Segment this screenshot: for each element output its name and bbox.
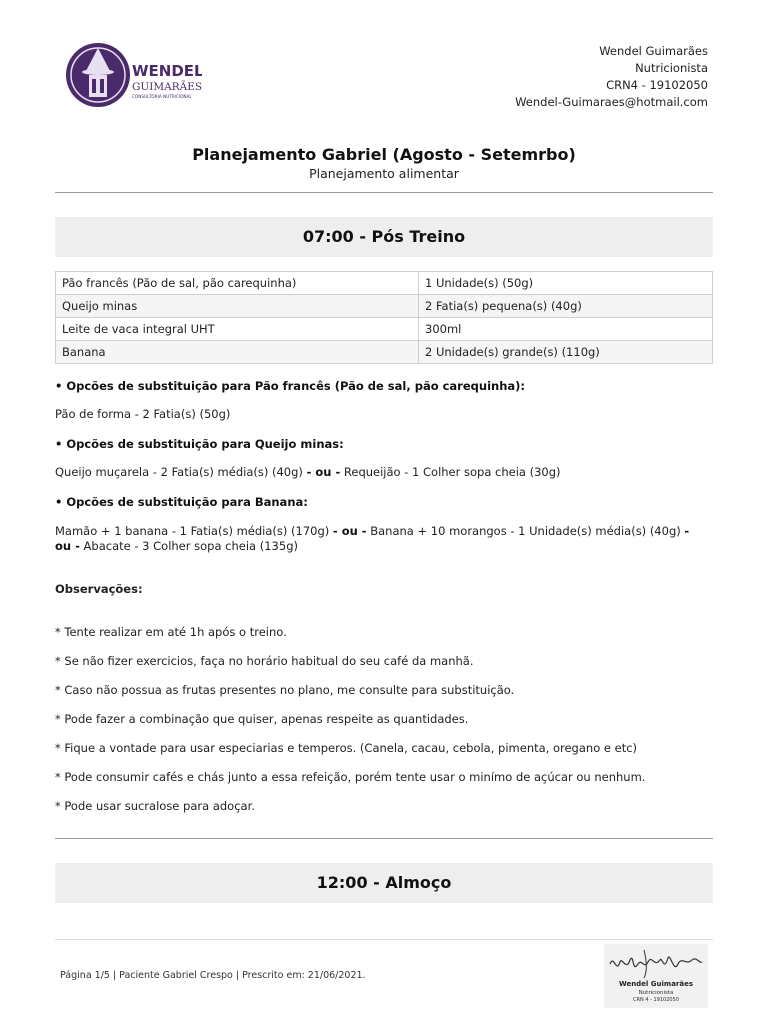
brand-logo — [62, 38, 202, 110]
observation-item: * Tente realizar em até 1h após o treino. — [55, 625, 287, 639]
observations-title-text: Observações: — [55, 582, 143, 596]
table-row — [56, 341, 713, 364]
substitution-option: Banana + 10 morangos - 1 Unidade(s) média(s) (40g) — [370, 524, 681, 538]
nutritionist-crn: CRN4 - 19102050 — [606, 78, 708, 92]
signature-icon — [604, 944, 708, 1008]
signature-crn: CRN 4 - 19102050 — [633, 997, 679, 1003]
observation-item: * Pode fazer a combinação que quiser, apenas respeite as quantidades. — [55, 712, 469, 726]
observation-item: * Pode consumir cafés e chás junto a essa refeição, porém tente usar o minímo de açúcar ou nenhum. — [55, 770, 646, 784]
substitution-heading-text: • Opcões de substituição para Queijo minas: — [55, 437, 344, 451]
meal-divider — [55, 838, 713, 839]
observation-item: * Caso não possua as frutas presentes no plano, me consulte para substituição. — [55, 683, 515, 697]
food-amount: 2 Unidade(s) grande(s) (110g) — [419, 341, 713, 364]
signature-name: Wendel Guimarães — [618, 980, 694, 988]
document-subtitle: Planejamento alimentar — [309, 166, 459, 181]
page-footer: Página 1/5 | Paciente Gabriel Crespo | Prescrito em: 21/06/2021. — [60, 970, 366, 981]
logo-brand-bottom: GUIMARÃES — [132, 81, 202, 93]
document-title: Planejamento Gabriel (Agosto - Setemrbo) — [192, 145, 576, 164]
substitution-option: Abacate - 3 Colher sopa cheia (135g) — [83, 539, 298, 553]
substitution-option: Queijo muçarela - 2 Fatia(s) média(s) (40g) — [55, 465, 303, 479]
nutritionist-role: Nutricionista — [635, 61, 708, 75]
substitution-heading — [55, 437, 705, 452]
observations-title — [55, 582, 705, 596]
logo-emblem-icon — [62, 38, 202, 110]
logo-brand-top: WENDEL — [132, 62, 202, 80]
food-item: Queijo minas — [56, 295, 419, 318]
substitution-heading — [55, 495, 705, 510]
table-row — [56, 295, 713, 318]
contact-block — [515, 43, 708, 111]
food-amount: 1 Unidade(s) (50g) — [419, 272, 713, 295]
observation-item: * Fique a vontade para usar especiarias e temperos. (Canela, cacau, cebola, pimenta, oregano e etc) — [55, 741, 638, 755]
substitution-options — [55, 465, 705, 480]
meal-title-post-workout: 07:00 - Pós Treino — [55, 217, 713, 257]
observation-item: * Pode usar sucralose para adoçar. — [55, 799, 255, 813]
substitution-options — [55, 524, 705, 554]
substitution-heading-text: • Opcões de substituição para Banana: — [55, 495, 308, 509]
substitution-options — [55, 407, 705, 422]
footer-divider — [55, 939, 713, 940]
or-separator: - ou - — [55, 524, 690, 553]
logo-tagline: CONSULTORIA NUTRICIONAL — [132, 94, 192, 99]
nutritionist-name: Wendel Guimarães — [599, 44, 708, 58]
table-row — [56, 272, 713, 295]
substitution-heading-text: • Opcões de substituição para Pão francês (Pão de sal, pão carequinha): — [55, 379, 526, 393]
signature-stamp — [604, 944, 708, 1008]
or-separator: - ou - — [332, 524, 367, 538]
food-item: Banana — [56, 341, 419, 364]
food-item: Pão francês (Pão de sal, pão carequinha) — [56, 272, 419, 295]
food-amount: 300ml — [419, 318, 713, 341]
food-item: Leite de vaca integral UHT — [56, 318, 419, 341]
meal-foods-table — [55, 271, 713, 364]
signature-role: Nutricionista — [638, 990, 674, 996]
substitution-option: Requeijão - 1 Colher sopa cheia (30g) — [343, 465, 561, 479]
header-divider — [55, 192, 713, 193]
or-separator: - ou - — [306, 465, 341, 479]
substitution-option: Mamão + 1 banana - 1 Fatia(s) média(s) (170g) — [55, 524, 330, 538]
meal-title-lunch: 12:00 - Almoço — [55, 863, 713, 903]
table-row — [56, 318, 713, 341]
substitution-heading — [55, 379, 705, 394]
substitution-option: Pão de forma - 2 Fatia(s) (50g) — [55, 407, 231, 421]
observation-item: * Se não fizer exercicios, faça no horário habitual do seu café da manhã. — [55, 654, 474, 668]
nutritionist-email: Wendel-Guimaraes@hotmail.com — [515, 95, 708, 109]
food-amount: 2 Fatia(s) pequena(s) (40g) — [419, 295, 713, 318]
